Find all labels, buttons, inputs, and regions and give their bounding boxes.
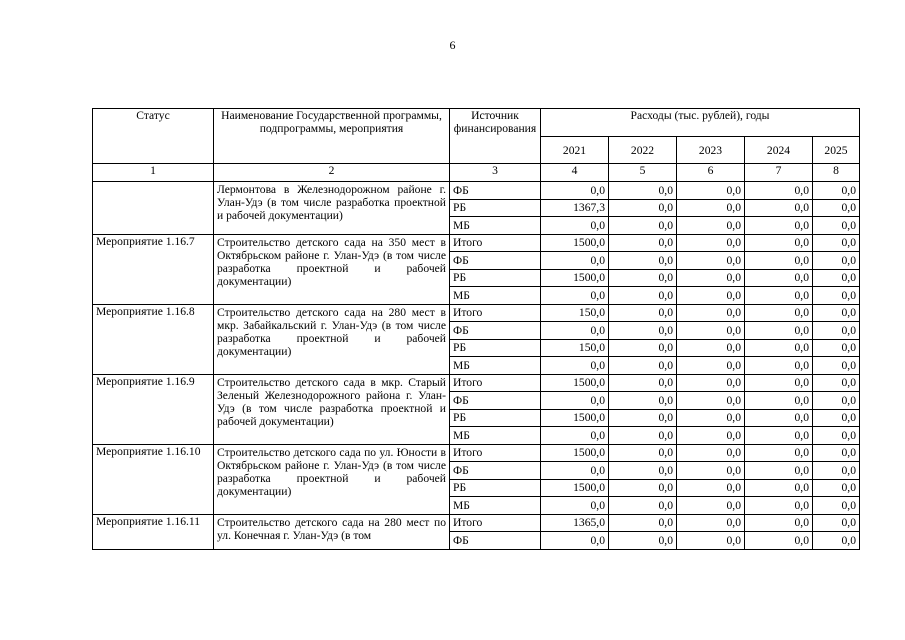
measure-name-cell: Строительство детского сада по ул. Юности в Октябрьском районе г. Улан-Удэ (в том числе разработка проектной и рабочей документации): [214, 444, 450, 514]
amount-cell: 0,0: [745, 514, 813, 532]
amount-cell: 0,0: [745, 444, 813, 462]
amount-cell: 0,0: [745, 304, 813, 322]
measure-name-cell: Строительство детского сада на 350 мест в Октябрьском районе г. Улан-Удэ (в том числе разработка проектной и рабочей документации): [214, 234, 450, 304]
amount-cell: 0,0: [609, 322, 677, 340]
amount-cell: 0,0: [745, 217, 813, 235]
amount-cell: 0,0: [541, 357, 609, 375]
amount-cell: 0,0: [609, 182, 677, 200]
source-cell: РБ: [450, 269, 541, 287]
amount-cell: 0,0: [609, 479, 677, 497]
amount-cell: 150,0: [541, 339, 609, 357]
column-number: 2: [214, 164, 450, 182]
header-year: 2025: [813, 137, 860, 164]
amount-cell: 0,0: [677, 182, 745, 200]
amount-cell: 0,0: [813, 392, 860, 410]
amount-cell: 1367,3: [541, 199, 609, 217]
amount-cell: 0,0: [813, 514, 860, 532]
source-cell: ФБ: [450, 532, 541, 550]
amount-cell: 1500,0: [541, 269, 609, 287]
amount-cell: 0,0: [541, 322, 609, 340]
source-cell: МБ: [450, 357, 541, 375]
status-cell: Мероприятие 1.16.10: [93, 444, 214, 514]
source-cell: Итого: [450, 444, 541, 462]
amount-cell: 0,0: [609, 514, 677, 532]
column-number: 3: [450, 164, 541, 182]
column-number: 5: [609, 164, 677, 182]
amount-cell: 0,0: [677, 304, 745, 322]
amount-cell: 0,0: [609, 444, 677, 462]
amount-cell: 0,0: [609, 427, 677, 445]
amount-cell: 0,0: [745, 357, 813, 375]
amount-cell: 0,0: [541, 217, 609, 235]
amount-cell: 0,0: [609, 532, 677, 550]
status-cell: Мероприятие 1.16.7: [93, 234, 214, 304]
source-cell: ФБ: [450, 252, 541, 270]
amount-cell: 0,0: [813, 357, 860, 375]
amount-cell: 0,0: [609, 234, 677, 252]
amount-cell: 0,0: [813, 479, 860, 497]
amount-cell: 0,0: [745, 182, 813, 200]
table-row: [93, 182, 860, 200]
status-cell: Мероприятие 1.16.9: [93, 374, 214, 444]
amount-cell: 0,0: [677, 322, 745, 340]
amount-cell: 1500,0: [541, 479, 609, 497]
page-number: 6: [449, 38, 456, 52]
amount-cell: 0,0: [541, 427, 609, 445]
amount-cell: 0,0: [813, 287, 860, 305]
amount-cell: 0,0: [609, 287, 677, 305]
amount-cell: 0,0: [609, 374, 677, 392]
amount-cell: 0,0: [677, 217, 745, 235]
amount-cell: 0,0: [745, 462, 813, 480]
amount-cell: 0,0: [677, 409, 745, 427]
table-row: [93, 234, 860, 252]
amount-cell: 0,0: [677, 339, 745, 357]
status-cell: Мероприятие 1.16.11: [93, 514, 214, 549]
source-cell: Итого: [450, 234, 541, 252]
amount-cell: 0,0: [541, 497, 609, 515]
source-cell: МБ: [450, 217, 541, 235]
amount-cell: 0,0: [609, 269, 677, 287]
amount-cell: 0,0: [745, 374, 813, 392]
header-year: 2021: [541, 137, 609, 164]
measure-name-cell: Строительство детского сада на 280 мест в мкр. Забайкальский г. Улан-Удэ (в том числе разработка проектной и рабочей документации): [214, 304, 450, 374]
header-year: 2023: [677, 137, 745, 164]
amount-cell: 0,0: [813, 182, 860, 200]
amount-cell: 0,0: [677, 252, 745, 270]
amount-cell: 0,0: [745, 479, 813, 497]
amount-cell: 0,0: [609, 199, 677, 217]
amount-cell: 0,0: [677, 514, 745, 532]
source-cell: МБ: [450, 497, 541, 515]
amount-cell: 1365,0: [541, 514, 609, 532]
amount-cell: 0,0: [813, 497, 860, 515]
amount-cell: 0,0: [677, 462, 745, 480]
amount-cell: 0,0: [813, 427, 860, 445]
source-cell: РБ: [450, 409, 541, 427]
amount-cell: 0,0: [813, 532, 860, 550]
status-cell: Мероприятие 1.16.8: [93, 304, 214, 374]
source-cell: ФБ: [450, 182, 541, 200]
amount-cell: 0,0: [677, 199, 745, 217]
amount-cell: 150,0: [541, 304, 609, 322]
column-number: 6: [677, 164, 745, 182]
header-year: 2024: [745, 137, 813, 164]
source-cell: Итого: [450, 514, 541, 532]
table-row: [93, 514, 860, 532]
table-row: [93, 374, 860, 392]
amount-cell: 0,0: [813, 269, 860, 287]
column-numbers-row: [93, 164, 860, 182]
column-number: 4: [541, 164, 609, 182]
amount-cell: 0,0: [677, 374, 745, 392]
amount-cell: 0,0: [677, 497, 745, 515]
amount-cell: 0,0: [541, 532, 609, 550]
source-cell: РБ: [450, 199, 541, 217]
amount-cell: 0,0: [745, 287, 813, 305]
amount-cell: 0,0: [677, 234, 745, 252]
header-name: Наименование Государственной программы, подпрограммы, мероприятия: [214, 109, 450, 164]
measure-name-cell: Строительство детского сада в мкр. Старый Зеленый Железнодорожного района г. Улан-Удэ (в том числе разработка проектной и рабочей документации): [214, 374, 450, 444]
amount-cell: 0,0: [609, 252, 677, 270]
header-status: Статус: [93, 109, 214, 164]
column-number: 7: [745, 164, 813, 182]
amount-cell: 0,0: [609, 392, 677, 410]
measure-name-cell: Строительство детского сада на 280 мест по ул. Конечная г. Улан-Удэ (в том: [214, 514, 450, 549]
header-year: 2022: [609, 137, 677, 164]
amount-cell: 0,0: [541, 252, 609, 270]
amount-cell: 0,0: [745, 234, 813, 252]
header-row: [93, 109, 860, 137]
source-cell: Итого: [450, 374, 541, 392]
amount-cell: 0,0: [677, 444, 745, 462]
source-cell: ФБ: [450, 462, 541, 480]
header-expenses: Расходы (тыс. рублей), годы: [541, 109, 860, 137]
source-cell: РБ: [450, 339, 541, 357]
amount-cell: 0,0: [745, 427, 813, 445]
amount-cell: 1500,0: [541, 234, 609, 252]
amount-cell: 0,0: [609, 304, 677, 322]
amount-cell: 0,0: [745, 409, 813, 427]
source-cell: Итого: [450, 304, 541, 322]
amount-cell: 0,0: [609, 339, 677, 357]
amount-cell: 0,0: [813, 339, 860, 357]
amount-cell: 0,0: [813, 462, 860, 480]
source-cell: МБ: [450, 427, 541, 445]
amount-cell: 0,0: [813, 252, 860, 270]
amount-cell: 1500,0: [541, 374, 609, 392]
amount-cell: 0,0: [677, 532, 745, 550]
amount-cell: 0,0: [609, 217, 677, 235]
amount-cell: 0,0: [677, 287, 745, 305]
table-body: [93, 109, 860, 550]
source-cell: ФБ: [450, 392, 541, 410]
amount-cell: 0,0: [677, 427, 745, 445]
header-source: Источник финансирования: [450, 109, 541, 164]
amount-cell: 0,0: [745, 392, 813, 410]
amount-cell: 0,0: [609, 409, 677, 427]
amount-cell: 0,0: [745, 497, 813, 515]
amount-cell: 0,0: [677, 479, 745, 497]
amount-cell: 0,0: [745, 322, 813, 340]
amount-cell: 1500,0: [541, 444, 609, 462]
amount-cell: 0,0: [609, 462, 677, 480]
amount-cell: 0,0: [609, 497, 677, 515]
column-number: 1: [93, 164, 214, 182]
amount-cell: 0,0: [745, 252, 813, 270]
amount-cell: 1500,0: [541, 409, 609, 427]
amount-cell: 0,0: [813, 444, 860, 462]
source-cell: ФБ: [450, 322, 541, 340]
source-cell: МБ: [450, 287, 541, 305]
column-number: 8: [813, 164, 860, 182]
table-row: [93, 304, 860, 322]
amount-cell: 0,0: [677, 269, 745, 287]
amount-cell: 0,0: [745, 199, 813, 217]
amount-cell: 0,0: [813, 374, 860, 392]
amount-cell: 0,0: [541, 392, 609, 410]
amount-cell: 0,0: [813, 234, 860, 252]
amount-cell: 0,0: [745, 339, 813, 357]
amount-cell: 0,0: [541, 462, 609, 480]
amount-cell: 0,0: [813, 199, 860, 217]
amount-cell: 0,0: [677, 392, 745, 410]
budget-table: [92, 108, 860, 550]
source-cell: РБ: [450, 479, 541, 497]
amount-cell: 0,0: [609, 357, 677, 375]
status-cell: [93, 182, 214, 235]
table-row: [93, 444, 860, 462]
amount-cell: 0,0: [813, 322, 860, 340]
amount-cell: 0,0: [813, 304, 860, 322]
amount-cell: 0,0: [541, 287, 609, 305]
amount-cell: 0,0: [745, 269, 813, 287]
amount-cell: 0,0: [813, 217, 860, 235]
amount-cell: 0,0: [541, 182, 609, 200]
amount-cell: 0,0: [745, 532, 813, 550]
measure-name-cell: Лермонтова в Железнодорожном районе г. Улан-Удэ (в том числе разработка проектной и рабочей документации): [214, 182, 450, 235]
amount-cell: 0,0: [677, 357, 745, 375]
amount-cell: 0,0: [813, 409, 860, 427]
